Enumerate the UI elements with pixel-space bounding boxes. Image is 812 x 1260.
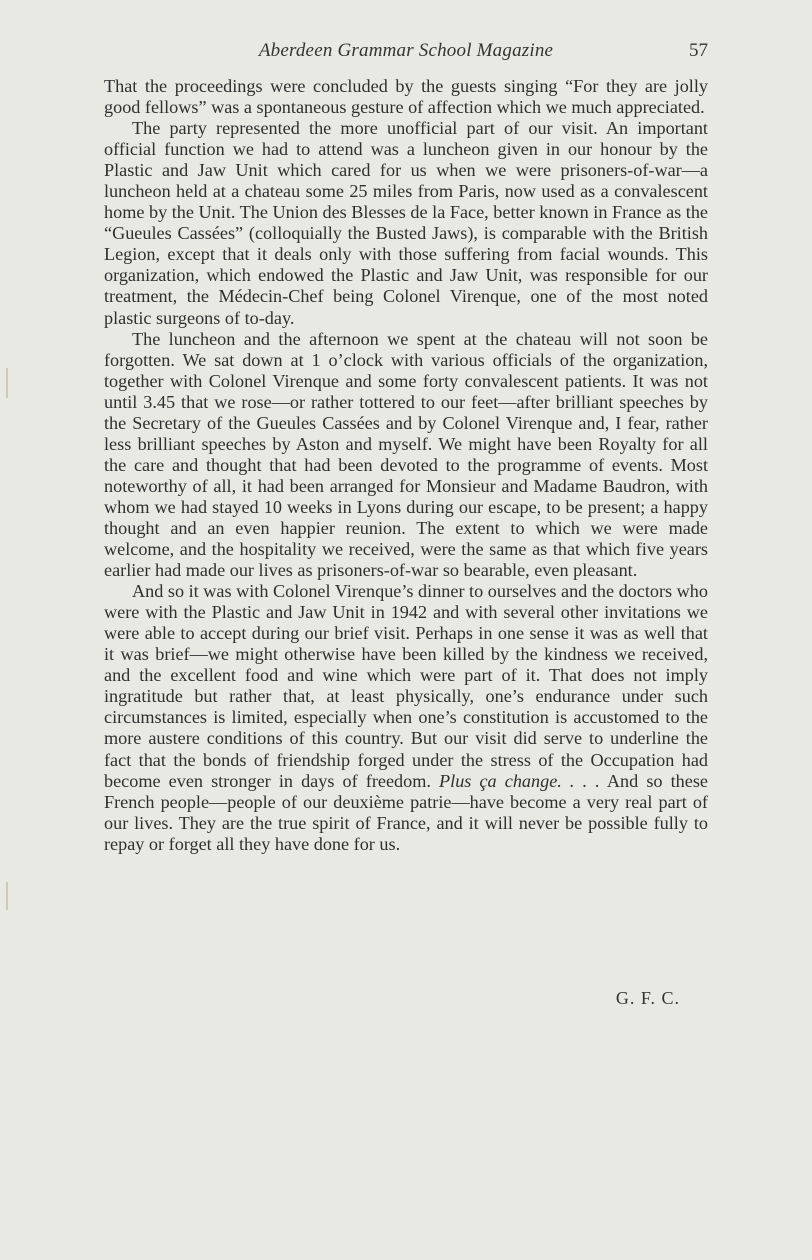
paragraph: The luncheon and the afternoon we spent at the chateau will not soon be forgotten. We sat down at 1 o’clock with various officials of the organization, together with Colonel Virenque and some forty convalescent patients. It was not until 3.45 that we rose—or rather tottered to our feet—after brilliant speeches by the Secretary of the Gueules Cassées and by Colonel Virenque and, I fear, rather less brilliant speeches by Aston and myself. We might have been Royalty for all the care and thought that had been devoted to the programme of events. Most noteworthy of all, it had been arranged for Monsieur and Madame Baudron, with whom we had stayed 10 weeks in Lyons during our escape, to be present; a happy thought and an even happier reunion. The extent to which we were made welcome, and the hospitality we received, were the same as that which five years earlier had made our lives as prisoners-of-war so bearable, even pleasant.: [104, 328, 708, 581]
margin-mark: [6, 368, 8, 398]
paragraph: [104, 581, 708, 855]
paragraph: The party represented the more unofficial part of our visit. An important official function we had to attend was a luncheon given in our honour by the Plastic and Jaw Unit which cared for us when we were prisoners-of-war—a luncheon held at a chateau some 25 miles from Paris, now used as a convalescent home by the Unit. The Union des Blesses de la Face, better known in France as the “Gueules Cassées” (colloquially the Busted Jaws), is comparable with the British Legion, except that it deals only with those suffering from facial wounds. This organization, which endowed the Plastic and Jaw Unit, was responsible for our treatment, the Médecin-Chef being Colonel Virenque, one of the most noted plastic surgeons of to-day.: [104, 118, 708, 328]
paragraph-text: And so it was with Colonel Virenque’s dinner to ourselves and the doctors who were with the Plastic and Jaw Unit in 1942 and with several other invitations we were able to accept during our brief visit. Perhaps in one sense it was as well that it was brief—we might otherwise have been killed by the kindness we received, and the excellent food and wine which were part of it. That does not imply ingratitude but rather that, at least physically, one’s endurance under such circumstances is limited, especially when one’s constitution is accustomed to the more austere conditions of this country. But our visit did serve to underline the fact that the bonds of friendship forged under the stress of the Occupation had become even stronger in days of freedom.: [104, 581, 708, 791]
italic-phrase: Plus ça change. . . .: [439, 770, 600, 791]
paragraph-text: And so these French people—people of our deuxième patrie—have become a very real part of our lives. They are the true spirit of France, and it will never be possible fully to repay or forget all they have done for us.: [104, 770, 708, 854]
page-number: 57: [689, 40, 708, 61]
author-initials: G. F. C.: [615, 988, 680, 1008]
running-title: Aberdeen Grammar School Magazine: [258, 40, 554, 61]
article-body: [104, 76, 708, 855]
margin-mark: [6, 882, 8, 910]
paragraph: That the proceedings were concluded by the guests singing “For they are jolly good fellows” was a spontaneous gesture of affection which we much appreciated.: [104, 76, 708, 118]
page-header: [104, 40, 708, 66]
